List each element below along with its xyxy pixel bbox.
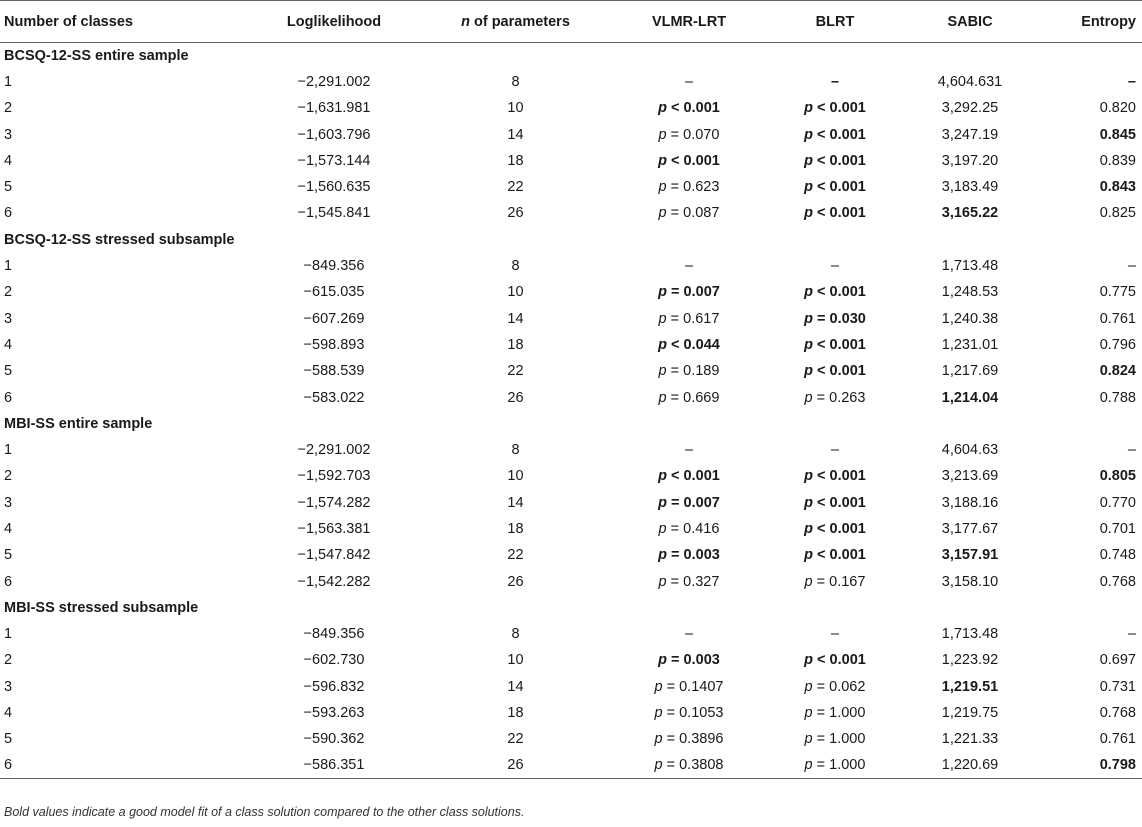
p-value: = 0.327 bbox=[670, 573, 720, 590]
cell-classes: 4 bbox=[4, 336, 13, 353]
cell-entropy: 0.731 bbox=[1099, 678, 1136, 695]
p-value: = 1.000 bbox=[816, 705, 866, 722]
cell-loglikelihood: −607.269 bbox=[303, 310, 365, 327]
p-symbol: p bbox=[654, 705, 663, 722]
section-header-row bbox=[0, 595, 1142, 621]
cell-entropy: – bbox=[1127, 626, 1136, 643]
cell-vlmr-lrt bbox=[613, 95, 765, 121]
p-symbol: p bbox=[658, 152, 668, 169]
table-row bbox=[0, 95, 1142, 121]
section-header-row bbox=[0, 227, 1142, 253]
cell-blrt bbox=[765, 568, 905, 594]
cell-blrt bbox=[765, 200, 905, 226]
header-vlmr-lrt: VLMR-LRT bbox=[613, 1, 765, 43]
cell-classes: 6 bbox=[4, 205, 13, 222]
table-row bbox=[0, 753, 1142, 779]
cell-blrt bbox=[765, 121, 905, 147]
cell-blrt bbox=[765, 700, 905, 726]
cell-classes: 4 bbox=[4, 705, 13, 722]
cell-n-parameters: 26 bbox=[507, 573, 524, 590]
cell-sabic: 4,604.63 bbox=[941, 442, 999, 459]
p-value: < 0.001 bbox=[817, 494, 866, 511]
cell-sabic: 1,231.01 bbox=[941, 336, 999, 353]
p-value: < 0.044 bbox=[671, 336, 720, 353]
p-symbol: p bbox=[804, 310, 814, 327]
p-value: < 0.001 bbox=[817, 284, 866, 301]
cell-sabic: 4,604.631 bbox=[937, 73, 1003, 90]
p-value: = 0.030 bbox=[817, 310, 866, 327]
cell-vlmr-lrt bbox=[613, 332, 765, 358]
cell-n-parameters: 14 bbox=[507, 310, 524, 327]
p-value: < 0.001 bbox=[817, 652, 866, 669]
table-body bbox=[0, 43, 1142, 779]
cell-loglikelihood: −1,563.381 bbox=[297, 520, 371, 537]
cell-loglikelihood: −1,560.635 bbox=[297, 179, 371, 196]
cell-classes: 3 bbox=[4, 678, 13, 695]
p-symbol: p bbox=[804, 678, 813, 695]
cell-entropy: 0.768 bbox=[1099, 705, 1136, 722]
cell-vlmr-lrt: – bbox=[684, 258, 694, 275]
cell-sabic: 3,292.25 bbox=[941, 100, 999, 117]
p-value: < 0.001 bbox=[817, 100, 866, 117]
section-title: BCSQ-12-SS stressed subsample bbox=[4, 231, 235, 248]
cell-loglikelihood: −1,545.841 bbox=[297, 205, 371, 222]
p-value: = 0.623 bbox=[670, 179, 720, 196]
p-value: < 0.001 bbox=[817, 468, 866, 485]
cell-blrt: – bbox=[830, 442, 840, 459]
cell-entropy: 0.825 bbox=[1099, 205, 1136, 222]
cell-loglikelihood: −849.356 bbox=[303, 258, 365, 275]
table-row bbox=[0, 490, 1142, 516]
cell-blrt bbox=[765, 358, 905, 384]
table-row bbox=[0, 516, 1142, 542]
p-symbol: p bbox=[804, 179, 814, 196]
cell-sabic: 3,165.22 bbox=[941, 205, 999, 222]
cell-vlmr-lrt bbox=[613, 700, 765, 726]
cell-sabic: 1,219.75 bbox=[941, 705, 999, 722]
cell-n-parameters: 10 bbox=[507, 468, 524, 485]
p-symbol: p bbox=[658, 468, 668, 485]
p-value: = 0.062 bbox=[816, 678, 866, 695]
p-symbol: p bbox=[804, 468, 814, 485]
p-value: = 0.189 bbox=[670, 363, 720, 380]
header-row bbox=[0, 1, 1142, 43]
cell-loglikelihood: −1,547.842 bbox=[297, 547, 371, 564]
p-symbol: p bbox=[804, 705, 813, 722]
cell-classes: 1 bbox=[4, 258, 13, 275]
cell-classes: 3 bbox=[4, 126, 13, 143]
cell-blrt bbox=[765, 674, 905, 700]
cell-vlmr-lrt bbox=[613, 200, 765, 226]
cell-sabic: 3,177.67 bbox=[941, 520, 999, 537]
cell-loglikelihood: −2,291.002 bbox=[297, 73, 371, 90]
p-symbol: p bbox=[804, 652, 814, 669]
cell-classes: 1 bbox=[4, 442, 13, 459]
cell-sabic: 1,240.38 bbox=[941, 310, 999, 327]
cell-blrt bbox=[765, 542, 905, 568]
p-value: = 0.167 bbox=[816, 573, 866, 590]
cell-sabic: 3,158.10 bbox=[941, 573, 999, 590]
cell-blrt bbox=[765, 305, 905, 331]
p-value: = 0.007 bbox=[671, 494, 720, 511]
cell-loglikelihood: −598.893 bbox=[303, 336, 365, 353]
p-value: = 0.087 bbox=[670, 205, 720, 222]
cell-entropy: 0.788 bbox=[1099, 389, 1136, 406]
cell-loglikelihood: −1,631.981 bbox=[297, 100, 371, 117]
cell-n-parameters: 8 bbox=[511, 73, 520, 90]
p-symbol: p bbox=[654, 678, 663, 695]
cell-sabic: 1,223.92 bbox=[941, 652, 999, 669]
cell-classes: 3 bbox=[4, 494, 13, 511]
header-loglikelihood: Loglikelihood bbox=[250, 1, 418, 43]
p-value: = 0.416 bbox=[670, 520, 720, 537]
cell-n-parameters: 10 bbox=[507, 652, 524, 669]
cell-vlmr-lrt bbox=[613, 753, 765, 779]
p-value: = 0.3808 bbox=[666, 757, 724, 774]
cell-vlmr-lrt bbox=[613, 305, 765, 331]
cell-sabic: 1,217.69 bbox=[941, 363, 999, 380]
table-row bbox=[0, 674, 1142, 700]
p-value: = 0.617 bbox=[670, 310, 720, 327]
cell-blrt: – bbox=[830, 626, 840, 643]
cell-vlmr-lrt bbox=[613, 279, 765, 305]
table-header bbox=[0, 1, 1142, 43]
cell-loglikelihood: −602.730 bbox=[303, 652, 365, 669]
cell-vlmr-lrt bbox=[613, 358, 765, 384]
cell-vlmr-lrt bbox=[613, 490, 765, 516]
cell-loglikelihood: −586.351 bbox=[250, 753, 418, 779]
table-row bbox=[0, 621, 1142, 647]
cell-entropy: 0.748 bbox=[1099, 547, 1136, 564]
table-row bbox=[0, 384, 1142, 410]
p-value: = 1.000 bbox=[816, 757, 866, 774]
cell-entropy: 0.805 bbox=[1099, 468, 1136, 485]
cell-loglikelihood: −1,603.796 bbox=[297, 126, 371, 143]
p-symbol: p bbox=[658, 100, 668, 117]
header-n-italic: n bbox=[461, 13, 470, 30]
cell-blrt bbox=[765, 279, 905, 305]
table-row bbox=[0, 121, 1142, 147]
cell-n-parameters: 22 bbox=[507, 363, 524, 380]
cell-loglikelihood: −593.263 bbox=[303, 705, 365, 722]
cell-vlmr-lrt bbox=[613, 726, 765, 752]
header-entropy: Entropy bbox=[1035, 1, 1142, 43]
cell-vlmr-lrt bbox=[613, 384, 765, 410]
cell-vlmr-lrt: – bbox=[684, 442, 694, 459]
table-row bbox=[0, 700, 1142, 726]
p-symbol: p bbox=[658, 573, 667, 590]
cell-blrt bbox=[765, 332, 905, 358]
p-value: < 0.001 bbox=[817, 152, 866, 169]
p-value: < 0.001 bbox=[817, 179, 866, 196]
p-symbol: p bbox=[658, 126, 667, 143]
cell-loglikelihood: −583.022 bbox=[303, 389, 365, 406]
p-symbol: p bbox=[804, 573, 813, 590]
section-title: BCSQ-12-SS entire sample bbox=[4, 47, 189, 64]
table-row bbox=[0, 148, 1142, 174]
cell-n-parameters: 18 bbox=[507, 336, 524, 353]
cell-entropy: 0.775 bbox=[1099, 284, 1136, 301]
cell-loglikelihood: −596.832 bbox=[303, 678, 365, 695]
cell-classes: 2 bbox=[4, 468, 13, 485]
cell-entropy: – bbox=[1127, 442, 1136, 459]
section-title: MBI-SS stressed subsample bbox=[4, 599, 199, 616]
cell-sabic: 3,213.69 bbox=[941, 468, 999, 485]
p-symbol: p bbox=[658, 389, 667, 406]
cell-loglikelihood: −1,542.282 bbox=[297, 573, 371, 590]
cell-classes: 1 bbox=[4, 73, 13, 90]
p-symbol: p bbox=[658, 336, 668, 353]
p-symbol: p bbox=[804, 389, 813, 406]
cell-n-parameters: 8 bbox=[511, 258, 520, 275]
p-value: < 0.001 bbox=[817, 520, 866, 537]
cell-entropy: – bbox=[1127, 73, 1136, 90]
cell-sabic: 3,197.20 bbox=[941, 152, 999, 169]
p-symbol: p bbox=[658, 363, 667, 380]
cell-loglikelihood: −1,574.282 bbox=[297, 494, 371, 511]
cell-n-parameters: 26 bbox=[418, 753, 613, 779]
cell-n-parameters: 18 bbox=[507, 705, 524, 722]
cell-entropy: – bbox=[1127, 258, 1136, 275]
cell-n-parameters: 14 bbox=[507, 678, 524, 695]
p-symbol: p bbox=[658, 494, 668, 511]
cell-n-parameters: 8 bbox=[511, 626, 520, 643]
cell-n-parameters: 14 bbox=[507, 126, 524, 143]
cell-entropy: 0.798 bbox=[1035, 753, 1142, 779]
cell-vlmr-lrt bbox=[613, 148, 765, 174]
cell-blrt bbox=[765, 490, 905, 516]
cell-sabic: 1,713.48 bbox=[941, 258, 999, 275]
p-value: < 0.001 bbox=[671, 100, 720, 117]
cell-sabic: 3,188.16 bbox=[941, 494, 999, 511]
cell-blrt bbox=[765, 753, 905, 779]
cell-sabic: 1,221.33 bbox=[941, 731, 999, 748]
cell-blrt bbox=[765, 384, 905, 410]
cell-loglikelihood: −2,291.002 bbox=[297, 442, 371, 459]
cell-vlmr-lrt bbox=[613, 121, 765, 147]
cell-classes: 2 bbox=[4, 100, 13, 117]
cell-sabic: 3,247.19 bbox=[941, 126, 999, 143]
table-row bbox=[0, 174, 1142, 200]
p-symbol: p bbox=[804, 284, 814, 301]
p-value: < 0.001 bbox=[817, 126, 866, 143]
cell-blrt bbox=[765, 174, 905, 200]
table-row bbox=[0, 463, 1142, 489]
table-row bbox=[0, 69, 1142, 95]
p-symbol: p bbox=[804, 205, 814, 222]
section-header-row bbox=[0, 411, 1142, 437]
table-row bbox=[0, 542, 1142, 568]
cell-classes: 6 bbox=[0, 753, 250, 779]
cell-classes: 5 bbox=[4, 179, 13, 196]
cell-entropy: 0.701 bbox=[1099, 520, 1136, 537]
cell-entropy: 0.820 bbox=[1099, 100, 1136, 117]
table-row bbox=[0, 305, 1142, 331]
cell-blrt bbox=[765, 726, 905, 752]
table-row bbox=[0, 358, 1142, 384]
cell-vlmr-lrt bbox=[613, 463, 765, 489]
cell-blrt: – bbox=[830, 73, 840, 90]
p-symbol: p bbox=[804, 152, 814, 169]
table-row bbox=[0, 437, 1142, 463]
cell-classes: 2 bbox=[4, 652, 13, 669]
cell-loglikelihood: −615.035 bbox=[303, 284, 365, 301]
table-row bbox=[0, 568, 1142, 594]
cell-entropy: 0.770 bbox=[1099, 494, 1136, 511]
p-symbol: p bbox=[654, 757, 663, 774]
cell-sabic: 1,248.53 bbox=[941, 284, 999, 301]
table-row bbox=[0, 726, 1142, 752]
cell-vlmr-lrt bbox=[613, 568, 765, 594]
cell-entropy: 0.845 bbox=[1099, 126, 1136, 143]
p-value: = 1.000 bbox=[816, 731, 866, 748]
header-number-of-classes: Number of classes bbox=[0, 1, 250, 43]
p-symbol: p bbox=[658, 179, 667, 196]
p-symbol: p bbox=[804, 520, 814, 537]
cell-loglikelihood: −590.362 bbox=[303, 731, 365, 748]
cell-sabic: 1,214.04 bbox=[941, 389, 999, 406]
p-symbol: p bbox=[804, 126, 814, 143]
section-header-row bbox=[0, 43, 1142, 69]
cell-n-parameters: 10 bbox=[507, 100, 524, 117]
p-symbol: p bbox=[804, 731, 813, 748]
p-symbol: p bbox=[658, 652, 668, 669]
cell-blrt bbox=[765, 647, 905, 673]
cell-sabic: 3,183.49 bbox=[941, 179, 999, 196]
table-row bbox=[0, 332, 1142, 358]
p-symbol: p bbox=[804, 547, 814, 564]
cell-classes: 3 bbox=[4, 310, 13, 327]
cell-n-parameters: 8 bbox=[511, 442, 520, 459]
cell-classes: 6 bbox=[4, 573, 13, 590]
p-symbol: p bbox=[658, 547, 668, 564]
table-row bbox=[0, 253, 1142, 279]
cell-classes: 5 bbox=[4, 731, 13, 748]
p-value: = 0.669 bbox=[670, 389, 720, 406]
p-value: < 0.001 bbox=[817, 336, 866, 353]
p-symbol: p bbox=[804, 757, 813, 774]
cell-vlmr-lrt bbox=[613, 647, 765, 673]
p-symbol: p bbox=[804, 100, 814, 117]
table-footnote: Bold values indicate a good model fit of a class solution compared to the other class solutions. bbox=[4, 805, 525, 819]
p-value: = 0.263 bbox=[816, 389, 866, 406]
p-symbol: p bbox=[658, 520, 667, 537]
p-value: < 0.001 bbox=[817, 547, 866, 564]
cell-loglikelihood: −1,592.703 bbox=[297, 468, 371, 485]
cell-n-parameters: 10 bbox=[507, 284, 524, 301]
cell-vlmr-lrt: – bbox=[684, 73, 694, 90]
p-value: = 0.003 bbox=[671, 652, 720, 669]
cell-n-parameters: 18 bbox=[507, 152, 524, 169]
p-value: < 0.001 bbox=[671, 152, 720, 169]
cell-entropy: 0.768 bbox=[1099, 573, 1136, 590]
cell-n-parameters: 14 bbox=[507, 494, 524, 511]
header-n-parameters bbox=[418, 1, 613, 43]
cell-n-parameters: 22 bbox=[507, 547, 524, 564]
cell-sabic: 1,219.51 bbox=[941, 678, 999, 695]
p-symbol: p bbox=[804, 336, 814, 353]
p-symbol: p bbox=[804, 494, 814, 511]
cell-entropy: 0.796 bbox=[1099, 336, 1136, 353]
header-blrt: BLRT bbox=[765, 1, 905, 43]
cell-vlmr-lrt bbox=[613, 542, 765, 568]
cell-classes: 2 bbox=[4, 284, 13, 301]
p-value: = 0.070 bbox=[670, 126, 720, 143]
p-symbol: p bbox=[658, 205, 667, 222]
cell-loglikelihood: −588.539 bbox=[303, 363, 365, 380]
cell-entropy: 0.839 bbox=[1099, 152, 1136, 169]
cell-vlmr-lrt: – bbox=[684, 626, 694, 643]
cell-blrt bbox=[765, 95, 905, 121]
p-symbol: p bbox=[654, 731, 663, 748]
cell-classes: 4 bbox=[4, 152, 13, 169]
cell-n-parameters: 26 bbox=[507, 205, 524, 222]
cell-blrt bbox=[765, 516, 905, 542]
header-n-rest: of parameters bbox=[469, 13, 570, 30]
p-symbol: p bbox=[658, 310, 667, 327]
cell-n-parameters: 22 bbox=[507, 731, 524, 748]
cell-n-parameters: 18 bbox=[507, 520, 524, 537]
cell-classes: 5 bbox=[4, 547, 13, 564]
cell-classes: 5 bbox=[4, 363, 13, 380]
p-value: = 0.1407 bbox=[666, 678, 724, 695]
cell-blrt: – bbox=[830, 258, 840, 275]
p-value: = 0.3896 bbox=[666, 731, 724, 748]
cell-loglikelihood: −1,573.144 bbox=[297, 152, 371, 169]
cell-vlmr-lrt bbox=[613, 516, 765, 542]
cell-n-parameters: 26 bbox=[507, 389, 524, 406]
p-value: = 0.007 bbox=[671, 284, 720, 301]
cell-entropy: 0.697 bbox=[1099, 652, 1136, 669]
cell-n-parameters: 22 bbox=[507, 179, 524, 196]
cell-vlmr-lrt bbox=[613, 674, 765, 700]
section-title: MBI-SS entire sample bbox=[4, 415, 153, 432]
cell-entropy: 0.761 bbox=[1099, 731, 1136, 748]
p-value: = 0.003 bbox=[671, 547, 720, 564]
table-row bbox=[0, 647, 1142, 673]
cell-entropy: 0.761 bbox=[1099, 310, 1136, 327]
p-symbol: p bbox=[658, 284, 668, 301]
header-sabic: SABIC bbox=[905, 1, 1035, 43]
cell-classes: 4 bbox=[4, 520, 13, 537]
p-value: < 0.001 bbox=[817, 363, 866, 380]
p-value: < 0.001 bbox=[817, 205, 866, 222]
cell-sabic: 1,220.69 bbox=[905, 753, 1035, 779]
p-value: < 0.001 bbox=[671, 468, 720, 485]
cell-vlmr-lrt bbox=[613, 174, 765, 200]
cell-loglikelihood: −849.356 bbox=[303, 626, 365, 643]
cell-classes: 1 bbox=[4, 626, 13, 643]
cell-blrt bbox=[765, 148, 905, 174]
table-row bbox=[0, 200, 1142, 226]
cell-entropy: 0.843 bbox=[1099, 179, 1136, 196]
p-symbol: p bbox=[804, 363, 814, 380]
p-value: = 0.1053 bbox=[666, 705, 724, 722]
cell-entropy: 0.824 bbox=[1099, 363, 1136, 380]
cell-classes: 6 bbox=[4, 389, 13, 406]
table-row bbox=[0, 279, 1142, 305]
cell-sabic: 1,713.48 bbox=[941, 626, 999, 643]
cell-sabic: 3,157.91 bbox=[941, 547, 999, 564]
cell-blrt bbox=[765, 463, 905, 489]
